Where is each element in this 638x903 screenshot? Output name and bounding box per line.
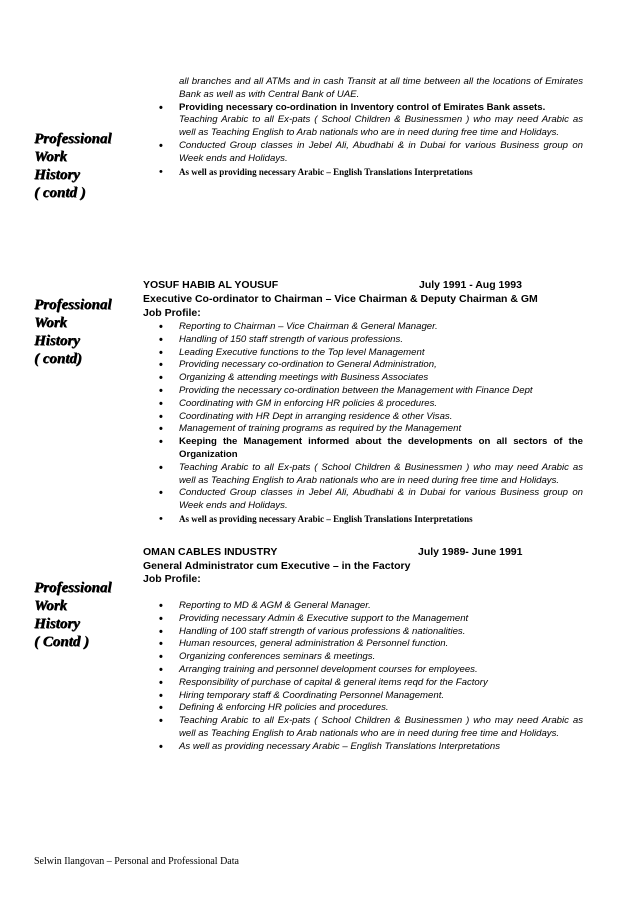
side-line: History xyxy=(34,616,80,632)
job-title: Executive Co-ordinator to Chairman – Vice Chairman & Deputy Chairman & GM xyxy=(143,293,538,305)
list-item: • Providing necessary co-ordination in Inventory control of Emirates Bank assets. xyxy=(143,102,583,115)
side-line: History xyxy=(34,167,80,183)
list-item: • Reporting to MD & AGM & General Manager. xyxy=(143,600,583,613)
list-item: Teaching Arabic to all Ex-pats ( School Children & Businessmen ) who may need Arabic as well as Teaching English to Arab nationals who are in need during free time and Holidays. xyxy=(179,114,583,139)
list-item: • Arranging training and personnel development courses for employees. xyxy=(143,664,583,677)
job-profile-label: Job Profile: xyxy=(143,307,201,319)
section3-side-heading xyxy=(34,579,112,651)
side-line: ( contd ) xyxy=(34,185,86,201)
job-profile-label: Job Profile: xyxy=(143,573,201,585)
list-item: • Defining & enforcing HR policies and procedures. xyxy=(143,702,583,715)
list-item: • Providing necessary co-ordination to General Administration, xyxy=(143,359,583,372)
list-item: • Reporting to Chairman – Vice Chairman & General Manager. xyxy=(143,321,583,334)
list-item: • Providing necessary Admin & Executive support to the Management xyxy=(143,613,583,626)
list-item: • Hiring temporary staff & Coordinating Personnel Management. xyxy=(143,690,583,703)
section3-header xyxy=(143,546,572,586)
section2-side-heading xyxy=(34,296,112,368)
side-line: Professional xyxy=(34,580,112,596)
section1-side-heading xyxy=(34,130,112,202)
list-item: • As well as providing necessary Arabic – English Translations Interpretations xyxy=(143,166,583,179)
job-title: General Administrator cum Executive – in the Factory xyxy=(143,560,411,572)
list-item: • As well as providing necessary Arabic – English Translations Interpretations xyxy=(143,513,583,526)
employer-name: YOSUF HABIB AL YOUSUF xyxy=(143,279,279,291)
list-item: • Handling of 150 staff strength of various professions. xyxy=(143,334,583,347)
section1-list xyxy=(143,76,583,178)
list-item: • Teaching Arabic to all Ex-pats ( School Children & Businessmen ) who may need Arabic as well as Teaching English to Arab nationals who are in need during free time and Holidays. xyxy=(143,462,583,488)
list-item: • Conducted Group classes in Jebel Ali, Abudhabi & in Dubai for various Business group on Week ends and Holidays. xyxy=(143,487,583,513)
list-item: • Handling of 100 staff strength of various professions & nationalities. xyxy=(143,626,583,639)
page-footer: Selwin Ilangovan – Personal and Professional Data xyxy=(34,856,239,867)
list-item: • Conducted Group classes in Jebel Ali, Abudhabi & in Dubai for various Business group on Week ends and Holidays. xyxy=(143,140,583,166)
list-item: • Management of training programs as required by the Management xyxy=(143,423,583,436)
section3-list xyxy=(143,600,583,754)
list-item: • Teaching Arabic to all Ex-pats ( School Children & Businessmen ) who may need Arabic as well as Teaching English to Arab nationals who are in need during free time and Holidays. xyxy=(143,715,583,741)
list-item: all branches and all ATMs and in cash Transit at all time between all the locations of Emirates Bank as well as with Central Bank of UAE. xyxy=(179,76,583,100)
list-item: • Keeping the Management informed about the developments on all sectors of the Organization xyxy=(143,436,583,462)
side-line: Work xyxy=(34,315,68,331)
side-line: ( Contd ) xyxy=(34,634,90,650)
side-line: ( contd) xyxy=(34,351,82,367)
employer-name: OMAN CABLES INDUSTRY xyxy=(143,546,278,558)
employment-period: July 1989- June 1991 xyxy=(418,546,523,558)
list-item: • Providing the necessary co-ordination between the Management with Finance Dept xyxy=(143,385,583,398)
section2-header xyxy=(143,279,572,320)
side-line: History xyxy=(34,333,80,349)
employment-period: July 1991 - Aug 1993 xyxy=(419,279,522,291)
section2-list xyxy=(143,321,583,526)
side-line: Work xyxy=(34,149,68,165)
list-item: • Coordinating with HR Dept in arranging residence & other Visas. xyxy=(143,411,583,424)
side-line: Work xyxy=(34,598,68,614)
list-item: • Organizing conferences seminars & meetings. xyxy=(143,651,583,664)
side-line: Professional xyxy=(34,297,112,313)
list-item: • Leading Executive functions to the Top level Management xyxy=(143,347,583,360)
list-item: • As well as providing necessary Arabic – English Translations Interpretations xyxy=(143,741,583,754)
list-item: • Responsibility of purchase of capital & general items reqd for the Factory xyxy=(143,677,583,690)
list-item: • Organizing & attending meetings with Business Associates xyxy=(143,372,583,385)
list-item: • Coordinating with GM in enforcing HR policies & procedures. xyxy=(143,398,583,411)
side-line: Professional xyxy=(34,131,112,147)
list-item: • Human resources, general administration & Personnel function. xyxy=(143,638,583,651)
